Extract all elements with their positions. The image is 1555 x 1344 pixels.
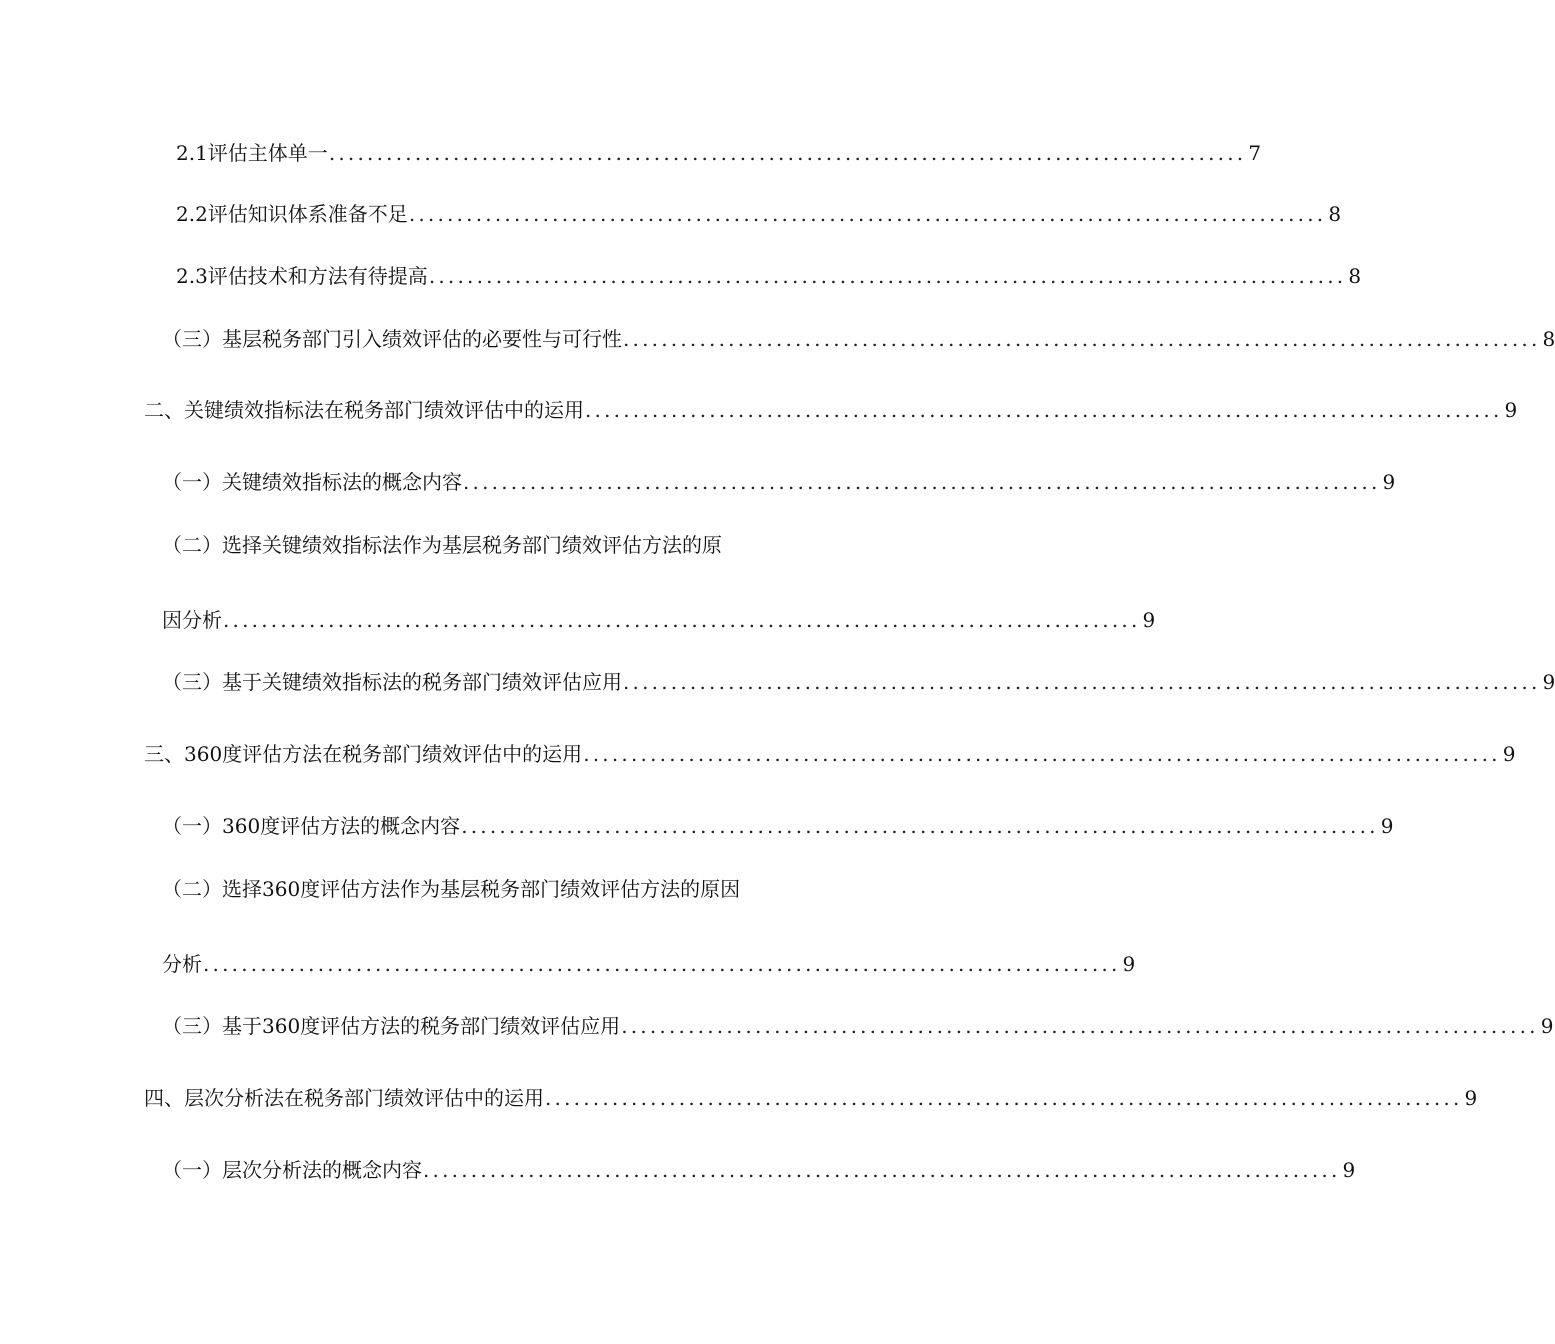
toc-dot-leader: ................................................................................................ bbox=[408, 202, 1327, 226]
toc-entry-title: （三）基于关键绩效指标法的税务部门绩效评估应用 bbox=[162, 670, 622, 694]
toc-dot-leader: ................................................................................................ bbox=[463, 470, 1381, 494]
toc-entry-title: 二、关键绩效指标法在税务部门绩效评估中的运用 bbox=[144, 398, 584, 422]
toc-entry-title: 三、360度评估方法在税务部门绩效评估中的运用 bbox=[144, 742, 583, 766]
toc-page-number: 9 bbox=[1142, 608, 1156, 632]
toc-dot-leader: ................................................................................................ bbox=[203, 952, 1121, 976]
toc-entry-title: （一）360度评估方法的概念内容 bbox=[162, 814, 461, 838]
toc-dot-leader: ................................................................................................ bbox=[423, 1158, 1341, 1182]
toc-page-number: 7 bbox=[1248, 141, 1262, 165]
toc-entry-title: （一）关键绩效指标法的概念内容 bbox=[162, 470, 462, 494]
toc-dot-leader: ................................................................................................ bbox=[461, 814, 1379, 838]
toc-page-number: 9 bbox=[1342, 1158, 1356, 1182]
toc-dot-leader: ................................................................................................ bbox=[545, 1086, 1463, 1110]
toc-entry[interactable] bbox=[176, 200, 1342, 228]
toc-dot-leader: ................................................................................................ bbox=[623, 327, 1541, 351]
toc-entry[interactable] bbox=[162, 950, 1136, 978]
toc-dot-leader: ................................................................................................ bbox=[623, 670, 1541, 694]
toc-entry[interactable] bbox=[162, 1156, 1356, 1184]
toc-page-number: 9 bbox=[1504, 398, 1518, 422]
toc-dot-leader: ................................................................................................ bbox=[223, 608, 1141, 632]
toc-page-number: 9 bbox=[1540, 1014, 1554, 1038]
toc-dot-leader: ................................................................................................ bbox=[428, 264, 1347, 288]
toc-page-number: 9 bbox=[1382, 470, 1396, 494]
toc-entry-title: 2.2评估知识体系准备不足 bbox=[176, 202, 408, 226]
toc-dot-leader: ................................................................................................ bbox=[328, 141, 1247, 165]
toc-entry[interactable] bbox=[162, 468, 1396, 496]
toc-entry[interactable] bbox=[176, 262, 1362, 290]
toc-entry[interactable] bbox=[162, 668, 1555, 696]
toc-dot-leader: ................................................................................................ bbox=[583, 742, 1501, 766]
toc-page-number: 9 bbox=[1464, 1086, 1478, 1110]
toc-entry[interactable] bbox=[144, 740, 1516, 768]
toc-entry[interactable] bbox=[162, 325, 1555, 353]
toc-entry-title: 2.3评估技术和方法有待提高 bbox=[176, 264, 428, 288]
toc-page-number: 9 bbox=[1122, 952, 1136, 976]
toc-entry-title: （三）基于360度评估方法的税务部门绩效评估应用 bbox=[162, 1014, 621, 1038]
toc-entry[interactable] bbox=[144, 1084, 1478, 1112]
toc-page-number: 8 bbox=[1328, 202, 1342, 226]
toc-entry-title: 因分析 bbox=[162, 608, 222, 632]
toc-dot-leader: ................................................................................................ bbox=[621, 1014, 1539, 1038]
toc-entry-title: （三）基层税务部门引入绩效评估的必要性与可行性 bbox=[162, 327, 622, 351]
toc-page-number: 9 bbox=[1542, 670, 1555, 694]
toc-page-number: 8 bbox=[1348, 264, 1362, 288]
toc-page-number: 9 bbox=[1502, 742, 1516, 766]
toc-entry-title: 2.1评估主体单一 bbox=[176, 141, 328, 165]
toc-page-number: 9 bbox=[1380, 814, 1394, 838]
toc-entry-title[interactable]: （二）选择360度评估方法作为基层税务部门绩效评估方法的原因 bbox=[162, 877, 741, 901]
toc-entry[interactable] bbox=[176, 139, 1262, 167]
toc-entry[interactable] bbox=[162, 1012, 1554, 1040]
toc-page-number: 8 bbox=[1542, 327, 1555, 351]
toc-entry-title: 四、层次分析法在税务部门绩效评估中的运用 bbox=[144, 1086, 544, 1110]
toc-entry-title: （一）层次分析法的概念内容 bbox=[162, 1158, 422, 1182]
toc-entry-title[interactable]: （二）选择关键绩效指标法作为基层税务部门绩效评估方法的原 bbox=[162, 533, 722, 557]
toc-entry[interactable] bbox=[162, 812, 1394, 840]
toc-entry[interactable] bbox=[144, 396, 1518, 424]
toc-dot-leader: ................................................................................................ bbox=[585, 398, 1503, 422]
toc-entry-title: 分析 bbox=[162, 952, 202, 976]
toc-entry[interactable] bbox=[162, 606, 1156, 634]
